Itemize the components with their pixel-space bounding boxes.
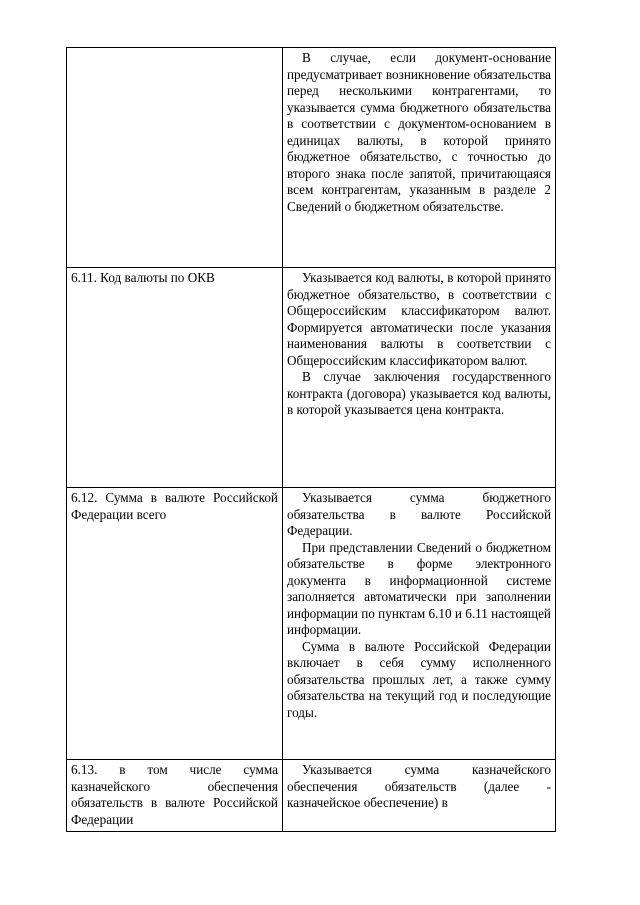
description-paragraph: Указывается сумма казначейского обеспечения обязательств (далее - казначейское обеспечение) в xyxy=(287,762,551,810)
description-paragraph: Сумма в валюте Российской Федерации включает в себя сумму исполненного обязательства прошлых лет, а также сумму обязательства на текущий год и последующие годы. xyxy=(287,638,551,720)
field-name-cell xyxy=(67,48,283,268)
description-paragraph: Указывается сумма бюджетного обязательства в валюте Российской Федерации. xyxy=(287,490,551,538)
field-name-cell: 6.12. Сумма в валюте Российской Федерации всего xyxy=(67,488,283,760)
table-row xyxy=(67,760,556,832)
description-paragraph: В случае заключения государственного контракта (договора) указывается код валюты, в которой указывается цена контракта. xyxy=(287,369,551,417)
description-cell xyxy=(283,268,556,488)
document-table xyxy=(66,47,556,832)
table-row xyxy=(67,488,556,760)
table-row xyxy=(67,268,556,488)
description-paragraph: В случае, если документ-основание предусматривает возникновение обязательства перед несколькими контрагентами, то указывается сумма бюджетного обязательства в соответствии с документом-основанием в единицах валюты, в которой принято бюджетное обязательство, с точностью до второго знака после запятой, причитающаяся всем контрагентам, указанным в разделе 2 Сведений о бюджетном обязательстве. xyxy=(287,50,551,214)
description-cell xyxy=(283,488,556,760)
field-name-cell: 6.11. Код валюты по ОКВ xyxy=(67,268,283,488)
description-paragraph: При представлении Сведений о бюджетном обязательстве в форме электронного документа в информационной системе заполняется автоматически при заполнении информации по пунктам 6.10 и 6.11 настоящей информации. xyxy=(287,539,551,637)
description-paragraph: Указывается код валюты, в которой принято бюджетное обязательство, в соответствии с Общероссийским классификатором валют. Формируется автоматически после указания наименования валюты в соответствии с Общероссийским классификатором валют. xyxy=(287,270,551,368)
table-row xyxy=(67,48,556,268)
description-cell xyxy=(283,760,556,832)
description-cell xyxy=(283,48,556,268)
field-name-cell: 6.13. в том числе сумма казначейского обеспечения обязательств в валюте Российской Федерации xyxy=(67,760,283,832)
